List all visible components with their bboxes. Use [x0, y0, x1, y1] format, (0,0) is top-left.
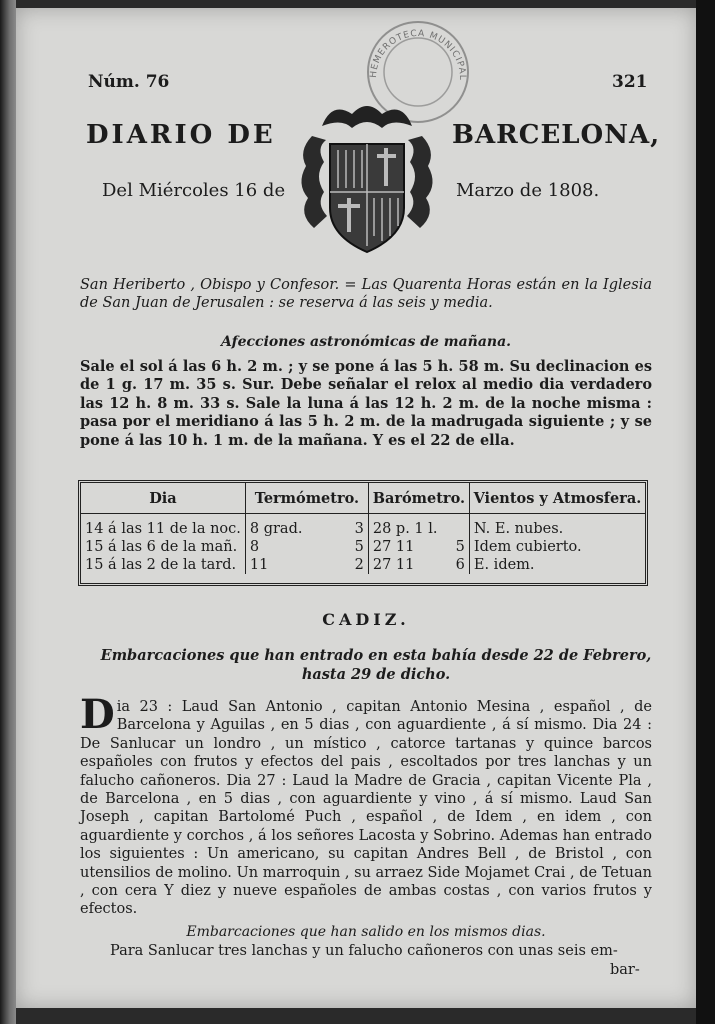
cell-barometro: 28 p. 1 l. [368, 514, 469, 539]
catchword: bar- [610, 962, 640, 978]
cell-viento: Idem cubierto. [473, 539, 582, 555]
drop-cap: D [80, 691, 115, 738]
cell-dia: 15 á las 6 de la mañ. [81, 538, 245, 556]
cell-dia: 15 á las 2 de la tard. [81, 556, 245, 574]
arrivals-text: Dia 23 : Laud San Antonio , capitan Antonio Mesina , español , de Barcelona y Aguilas , en 5 dias , con aguardiente , á sí mismo. Dia 24 : De Sanlucar un londro , un místico , catorce tartanas y quince barcos españoles con frutos y efectos del pais , escoltados por tres lanchas y un falucho cañoneros. Dia 27 : Laud la Madre de Gracia , capitan Vicente Pla , de Barcelona , en 5 dias , con aguardiente y vino , á sí mismo. Laud San Joseph , capitan Bartolomé Puch , español , de Idem , en idem , con aguardiente y corchos , á los señores Lacosta y Sobrino. Ademas han entrado los siguientes : Un americano, su capitan Andres Bell , de Bristol , con utensilios de molino. Un marroquin , su arraez Side Mojamet Crai , de Tetuan , con cera Y diez y nueve españoles de ambas costas , con varios frutos y efectos. [80, 691, 652, 918]
cell-barometro: 27 11 6 [368, 556, 469, 574]
header-dia: Dia [81, 483, 245, 514]
astronomy-heading: Afecciones astronómicas de mañana. [220, 334, 512, 350]
stamp-text: HEMEROTECA MUNICIPAL [368, 28, 468, 81]
header-vientos: Vientos y Atmosfera. [469, 483, 645, 514]
saints-of-the-day: San Heriberto , Obispo y Confesor. = Las Quarenta Horas están en la Iglesia de San Juan de Jerusalen : se reserva á las seis y media. [80, 277, 652, 311]
page-number: 321 [612, 72, 648, 92]
masthead-title-right: BARCELONA, [452, 120, 661, 150]
book-spine [0, 0, 16, 1024]
astronomy-text: Sale el sol á las 6 h. 2 m. ; y se pone á las 5 h. 58 m. Su declinacion es de 1 g. 17 m. 35 s. Sur. Debe señalar el relox al medio dia verdadero las 12 h. 8 m. 33 s. Sale la luna á las 12 h. 2 m. de la noche misma : pasa por el meridiano á las 5 h. 2 m. de la madrugada siguiente ; y se pone á las 10 h. 1 m. de la mañana. Y es el 22 de ella. [80, 358, 652, 449]
cell-viento: N. E. nubes. [473, 521, 564, 537]
page-edge [696, 0, 715, 1024]
table-row [81, 538, 645, 556]
arrivals-heading: Embarcaciones que han entrado en esta bahía desde 22 de Febrero, hasta 29 de dicho. [100, 647, 652, 683]
coat-of-arms-icon [292, 96, 442, 258]
newspaper-page [16, 8, 696, 1008]
masthead-title-left: DIARIO DE [86, 120, 276, 150]
header-barometro: Barómetro. [368, 483, 469, 514]
section-heading-cadiz: CADIZ. [322, 610, 410, 629]
table-row [81, 514, 645, 539]
issue-number: Núm. 76 [88, 72, 170, 92]
table-row [81, 556, 645, 574]
cell-termometro: 8 grad. 3 [245, 514, 368, 539]
cell-dia: 14 á las 11 de la noc. [81, 514, 245, 539]
header-termometro: Termómetro. [245, 483, 368, 514]
cell-termometro: 8 5 [245, 538, 368, 556]
departures-text: Para Sanlucar tres lanchas y un falucho cañoneros con unas seis em- [110, 943, 618, 959]
cell-viento: E. idem. [473, 557, 535, 573]
cell-barometro: 27 11 5 [368, 538, 469, 556]
departures-heading: Embarcaciones que han salido en los mismos dias. [186, 924, 546, 940]
date-weekday: Del Miércoles 16 de [102, 180, 286, 201]
weather-table [78, 480, 648, 586]
cell-termometro: 11 2 [245, 556, 368, 574]
date-month-year: Marzo de 1808. [456, 180, 600, 201]
